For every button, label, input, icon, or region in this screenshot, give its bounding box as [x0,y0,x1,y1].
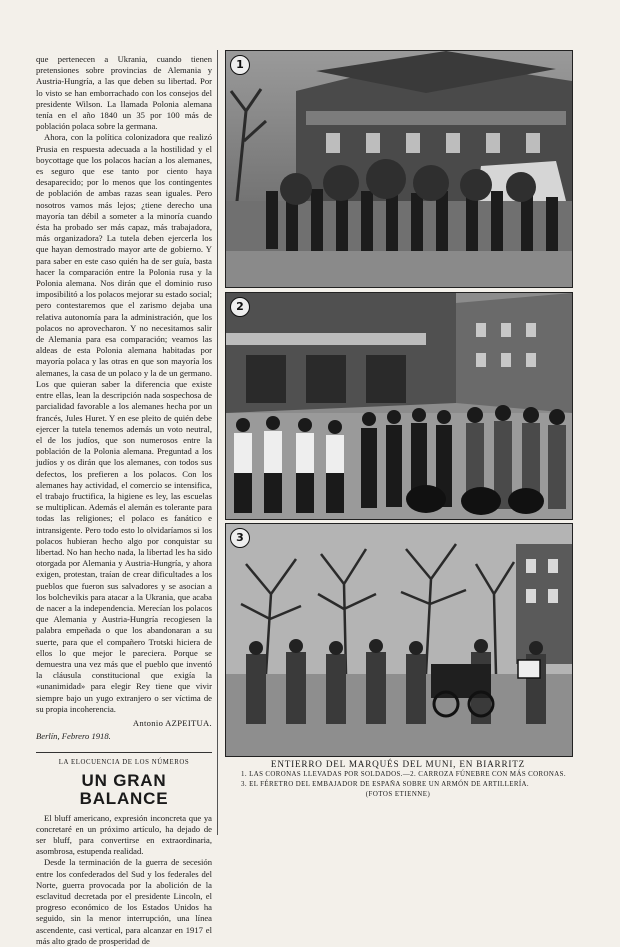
photo-number-badge: 2 [230,297,250,317]
caption-title: ENTIERRO DEL MARQUÉS DEL MUNI, EN BIARRITZ [270,759,526,769]
photo-1-image [226,51,572,287]
caption-line: 3. EL FÉRETRO DEL EMBAJADOR DE ESPAÑA SOBRE UN ARMÓN DE ARTILLERÍA. [241,781,530,788]
section-paragraph: Desde la terminación de la guerra de secesión entre los confederados del Sud y los federales del Norte, guerra provocada por la abolición de la esclavitud decretada por el presidente Lincoln, el progreso económico de los Estados Unidos ha seguido, sin la menor interrupción, una línea ascendente, casi vertical, para alcanzar en 1917 el más alto grado de prosperidad de [36,857,212,946]
section-title: UN GRAN BALANCE [79,770,169,808]
article-paragraph: que pertenecen a Ukrania, cuando tienen pretensiones sobre provincias de Alemania y Austria-Hungría, a las que deben su libertad. Por lo visto se han emborrachado con los consejos del presidente Wilson. La llamada Polonia alemana tenía en el año 1840 un 35 por 100 más de población polaca sobre la germana. [36,54,212,132]
photo-3-image [226,524,572,756]
photo-2-image [226,293,572,519]
article-column [36,54,212,946]
photo-number-badge: 1 [230,55,250,75]
photo-wreaths-carried-by-soldiers [225,50,573,288]
photo-number-badge: 3 [230,528,250,548]
article-paragraph: Ahora, con la política colonizadora que realizó Prusia en respuesta adecuada a la hostilidad y el boycottage que los polacos hacían a los alemanes, es seguro que ese tanto por ciento haya desaparecido; por lo menos que los contingentes de población de ambas razas sean iguales. Pero nosotros vamos más lejos; ¿tiene derecho una mayoría tan débil a someter a la minoría cuando ésta ha probado ser más capaz, más trabajadora, más organizadora? La tutela deben ejercerla los que hayan demostrado mayor arte de gobierno. Y para saber en este caso quién ha de ser guía, basta hacer la comparación entre la Polonia rusa y la Polonia alemana. Nos dirán que el dominio ruso imposibilitó a los polacos mejorar su estado social; pero contestaremos que el zarismo dejaba una relativa autonomía para la administración, que los polacos no aprovecharon. Y no necesitamos salir de Alemania para esa comparación; veamos las aldeas de esta Polonia alemana habitadas por mayoría polaca y las otras en que son mayoría los alemanes, la casa de un polaco y la de un germano. Los que quieran saber la diferencia que existe entre ellas, lean la descripción nada sospechosa de parcialidad favorable a los alemanes hecha por un francés, Jules Huret. Y en ese pleito de quién debe ejercer la tutela tenemos además un voto neutral, el de los judíos, que son numerosos entre la población de la Polonia alemana. Preguntad a los judíos y os dirán que los alemanes, con todos sus defectos, los prefieren a los polacos. Con los alemanes hay actividad, el comercio se intensifica, el trabajo fructifica, la higiene es ley, las escuelas se multiplican. Además el alemán es tolerante para todas las religiones; el polaco es fanático e intransigente. Pero todo esto lo olvidaríamos si los polacos hubieran hecho algo por conquistar su libertad. No han hecho nada, la libertad les ha sido otorgada por Alemania y Austria-Hungría, y ahora exigen, protestan, traían de crear dificultades a los pueblos que fueron sus salvadores y se asocian a los bolchevikis para atacar a la Ukrania, que acaba de nacer a la independencia. Merecían los polacos que Alemania y Austria-Hungría recogiesen la palabra empeñada o que los abandonaran a su suerte, para que el compañero Trotski hiciera de ellos lo que mejor le pareciera. Porque se demuestra una vez más que el pueblo que inventó la cláusula constitucional que exigía la «unanimidad» para elegir Rey tiene que vivir siempre bajo un yugo extranjero o ser víctima de su propia incoherencia. [36,132,212,714]
section-paragraph: El bluff americano, expresión inconcreta que ya concretaré en un próximo artículo, ha dejado de ser bluff, para convertirse en extraordinaria, asombrosa, estupenda realidad. [36,812,212,857]
photo-funeral-carriage [225,292,573,520]
caption-line: 1. LAS CORONAS LLEVADAS POR SOLDADOS.—2. CARROZA FÚNEBRE CON MÁS CORONAS. [241,771,567,778]
article-signature: Antonio AZPEITUA. [132,717,212,728]
photo-caption [225,759,571,800]
article-dateline: Berlín, Febrero 1918. [36,731,111,742]
photo-credit: (FOTOS ETIENNE) [365,791,431,798]
photo-coffin-on-gun-carriage [225,523,573,757]
column-rule [217,50,218,835]
section-kicker: LA ELOCUENCIA DE LOS NÚMEROS [36,752,212,768]
